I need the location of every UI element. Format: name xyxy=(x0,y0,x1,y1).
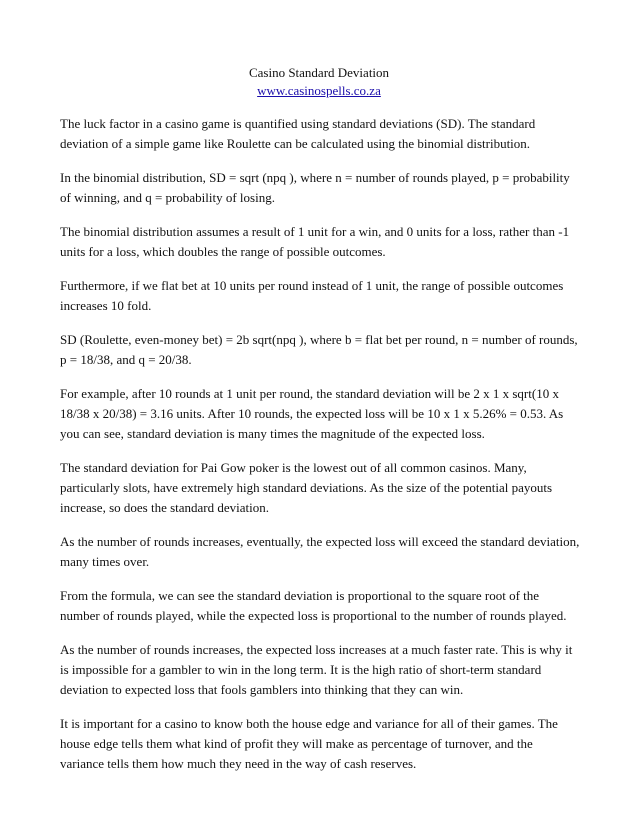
paragraph-7: The standard deviation for Pai Gow poker is the lowest out of all common casinos. Many, particularly slots, have extremely high standard deviations. As the size of the potential payouts increase, so does the standard deviation. xyxy=(60,460,553,515)
website-link-line xyxy=(0,82,638,100)
paragraph-5: SD (Roulette, even-money bet) = 2b sqrt(npq ), where b = flat bet per round, n = number of rounds, p = 18/38, and q = 20/38. xyxy=(60,332,578,367)
paragraph-11: It is important for a casino to know both the house edge and variance for all of their games. The house edge tells them what kind of profit they will make as percentage of turnover, and the variance tells them how much they need in the way of cash reserves. xyxy=(60,716,558,771)
paragraph-4: Furthermore, if we flat bet at 10 units per round instead of 1 unit, the range of possible outcomes increases 10 fold. xyxy=(60,278,564,313)
website-link[interactable]: www.casinospells.co.za xyxy=(257,83,381,98)
paragraph-2: In the binomial distribution, SD = sqrt (npq ), where n = number of rounds played, p = probability of winning, and q = probability of losing. xyxy=(60,170,570,205)
paragraph-6: For example, after 10 rounds at 1 unit per round, the standard deviation will be 2 x 1 x sqrt(10 x 18/38 x 20/38) = 3.16 units. After 10 rounds, the expected loss will be 10 x 1 x 5.26% = 0.53. As you can see, standard deviation is many times the magnitude of the expected loss. xyxy=(60,386,564,441)
document-title: Casino Standard Deviation xyxy=(248,65,390,80)
paragraph-8: As the number of rounds increases, eventually, the expected loss will exceed the standard deviation, many times over. xyxy=(60,534,580,569)
paragraph-3: The binomial distribution assumes a result of 1 unit for a win, and 0 units for a loss, rather than -1 units for a loss, which doubles the range of possible outcomes. xyxy=(60,224,570,259)
paragraph-9: From the formula, we can see the standard deviation is proportional to the square root of the number of rounds played, while the expected loss is proportional to the number of rounds played. xyxy=(60,588,567,623)
paragraph-1: The luck factor in a casino game is quantified using standard deviations (SD). The standard deviation of a simple game like Roulette can be calculated using the binomial distribution. xyxy=(60,116,536,151)
paragraph-10: As the number of rounds increases, the expected loss increases at a much faster rate. This is why it is impossible for a gambler to win in the long term. It is the high ratio of short-term standard deviation to expected loss that fools gamblers into thinking that they can win. xyxy=(60,642,573,697)
